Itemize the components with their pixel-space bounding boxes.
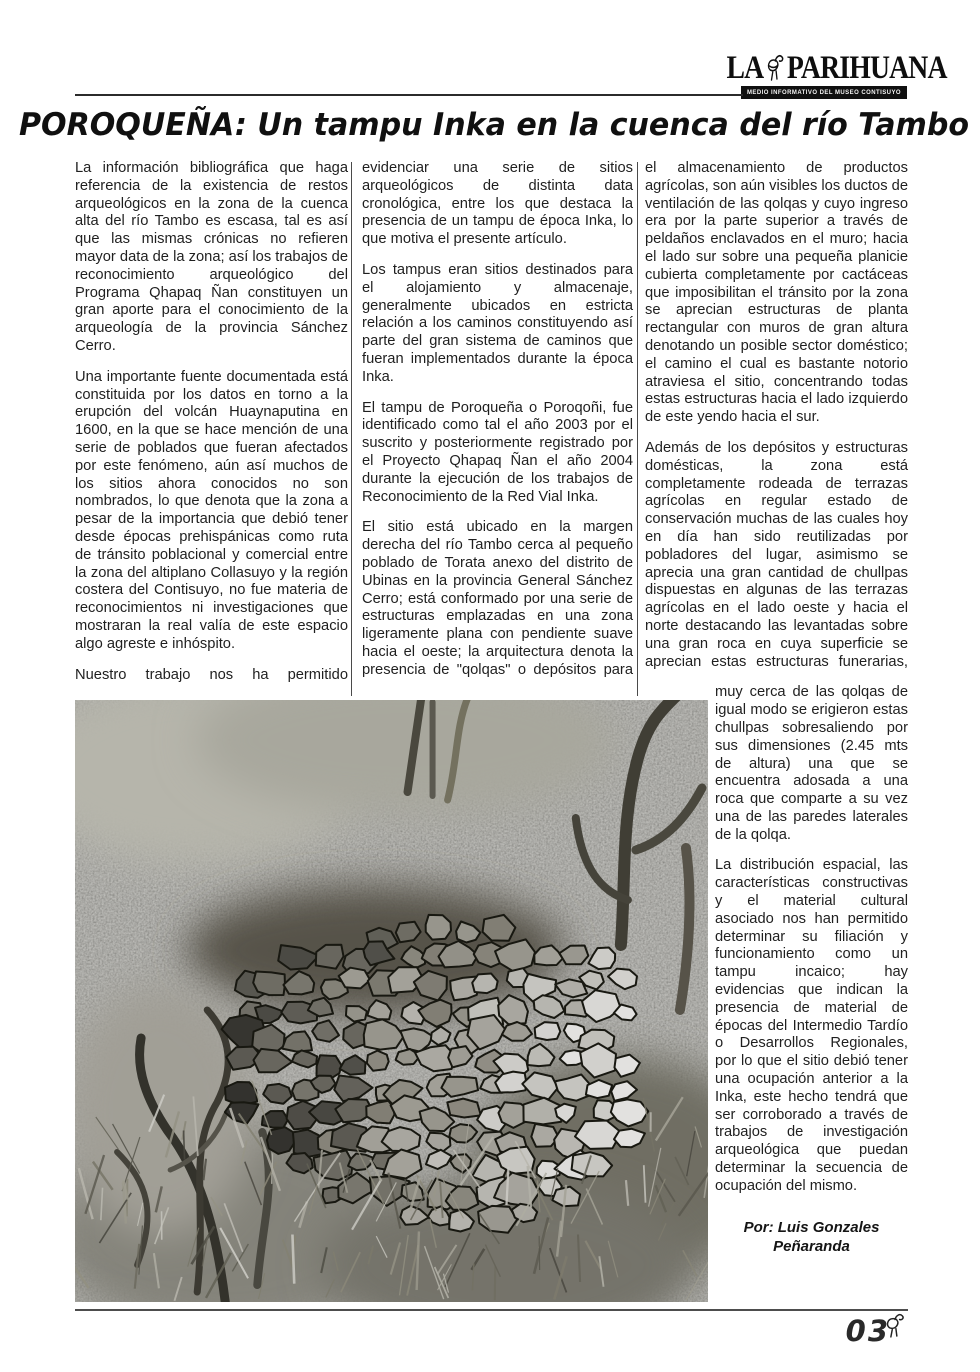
paragraph: evidenciar una serie de sitios arqueológicos de distinta data cronológica, entre los que destaca la presencia de un tampu de época Inka, lo que motiva el presente artículo.	[362, 160, 633, 248]
paragraph: El sitio está ubicado en la margen derecha del río Tambo cerca al pequeño poblado de Torata anexo del distrito de Ubinas en la provincia General Sánchez Cerro; está conformado por una serie de estructuras emplazadas en una zona ligeramente plana con pendiente suave hacia el oeste; la arquitectura denota la presencia de "qolqas" o depósitos para	[362, 519, 633, 678]
article-title: POROQUEÑA: Un tampu Inka en la cuenca del río Tambo	[18, 107, 970, 143]
column-2	[362, 160, 633, 693]
paragraph: La distribución espacial, las características constructivas y el material cultural asociado nos han permitido determinar su filiación y funcionamiento como un tampu incaico; hay evidencias que indican la presencia de material de épocas del Intermedio Tardío o Desarrollos Regionales, por lo que el sitio debió tener una ocupación anterior a la Inka, este hecho tendrá que ser corroborado a través de trabajos de investigación arqueológica que puedan determinar la secuencia de ocupación del mismo.	[715, 857, 908, 1194]
masthead-word-main: PARIHUANA	[786, 50, 947, 86]
footer-flamingo-icon	[884, 1312, 906, 1343]
paragraph: Una importante fuente documentada está constituida por los datos en torno a la erupción del volcán Huaynaputina en 1600, en la que se hace mención de una serie de poblados que fueran afectados por este fenómeno, aún así muchos de los sitios ahora conocidos no son nombrados, lo que denota que la zona a pesar de la importancia que debió tener desde épocas prehispánicas como ruta de tránsito poblacional y comercial entre la zona del altiplano Collasuyo y la región costera del Contisuyo, no fue materia de reconocimientos ni investigaciones que mostraran la real valía de este espacio algo agreste e inhóspito.	[75, 368, 348, 652]
byline	[715, 1218, 908, 1256]
masthead-word-la: LA	[726, 50, 764, 86]
paragraph: La información bibliográfica que haga referencia de la existencia de restos arqueológicos en la zona de la cuenca alta del río Tambo es escasa, tal es así que las mismas crónicas no refieren mayor data de la zona; así los trabajos de reconocimiento arqueológico del Programa Qhapaq Ñan constituyen un gran aporte para el conocimiento de la arqueología de la provincia Sánchez Cerro.	[75, 160, 348, 354]
column-1	[75, 160, 348, 697]
paragraph: Los tampus eran sitios destinados para el alojamiento y almacenaje, generalmente ubicados en estricta relación a los caminos constituyendo así parte del gran sistema de caminos que fueran implementados durante la época Inka.	[362, 261, 633, 385]
column-3-wrapped-block	[715, 684, 908, 1255]
column-divider-1	[351, 162, 352, 696]
flamingo-logo-icon	[765, 53, 785, 90]
masthead-tagline: MEDIO INFORMATIVO DEL MUSEO CONTISUYO	[741, 86, 907, 99]
byline-line: Por: Luis Gonzales	[743, 1218, 880, 1236]
column-divider-2	[637, 162, 638, 696]
paragraph: El tampu de Poroqueña o Poroqoñi, fue identificado como tal el año 2003 por el suscrito y posteriormente registrado por el Proyecto Qhapaq Ñan el año 2004 durante la ejecución de los trabajos de Reconocimiento de la Red Vial Inka.	[362, 399, 633, 505]
header-rule	[75, 94, 743, 96]
paragraph: Además de los depósitos y estructuras domésticas, la zona está completamente rodeada de terrazas agrícolas en regular estado de conservación muchas de las cuales hoy en día han sido reutilizadas por pobladores del lugar, asimismo se aprecia una gran cantidad de chullpas dispuestas en algunas de las terrazas agrícolas en el lado oeste y hacia el norte destacando las levantadas sobre una gran roca en cuya superficie se aprecian estas estructuras funerarias,	[645, 439, 908, 670]
article-photo	[75, 700, 708, 1302]
byline-line: Peñaranda	[773, 1237, 850, 1255]
paragraph: el almacenamiento de productos agrícolas, son aún visibles los ductos de ventilación de las qolqas y cuyo ingreso era por la parte superior a través de peldaños enclavados en el muro; hacia el lado sur sobre una pequeña planicie cubierta completamente por cactáceas que imposibilitan el tránsito por la zona se aprecian estructuras de planta rectangular con muros de gran altura denotando un posible sector doméstico; el camino el cual es bastante notorio atraviesa el sitio, concentrando todas estas estructuras hacia el lado izquierdo de este yendo hacia el sur.	[645, 160, 908, 426]
masthead	[726, 50, 947, 87]
footer-rule	[75, 1309, 908, 1311]
paragraph: muy cerca de las qolqas de igual modo se erigieron estas chullpas sobresaliendo por sus dimensiones (2.45 mts de altura) una que se encuentra adosada a una roca que comparte a su vez una de las paredes laterales de la qolqa.	[715, 684, 908, 843]
paragraph: Nuestro trabajo nos ha permitido	[75, 666, 348, 683]
page-number: 03	[845, 1314, 890, 1348]
